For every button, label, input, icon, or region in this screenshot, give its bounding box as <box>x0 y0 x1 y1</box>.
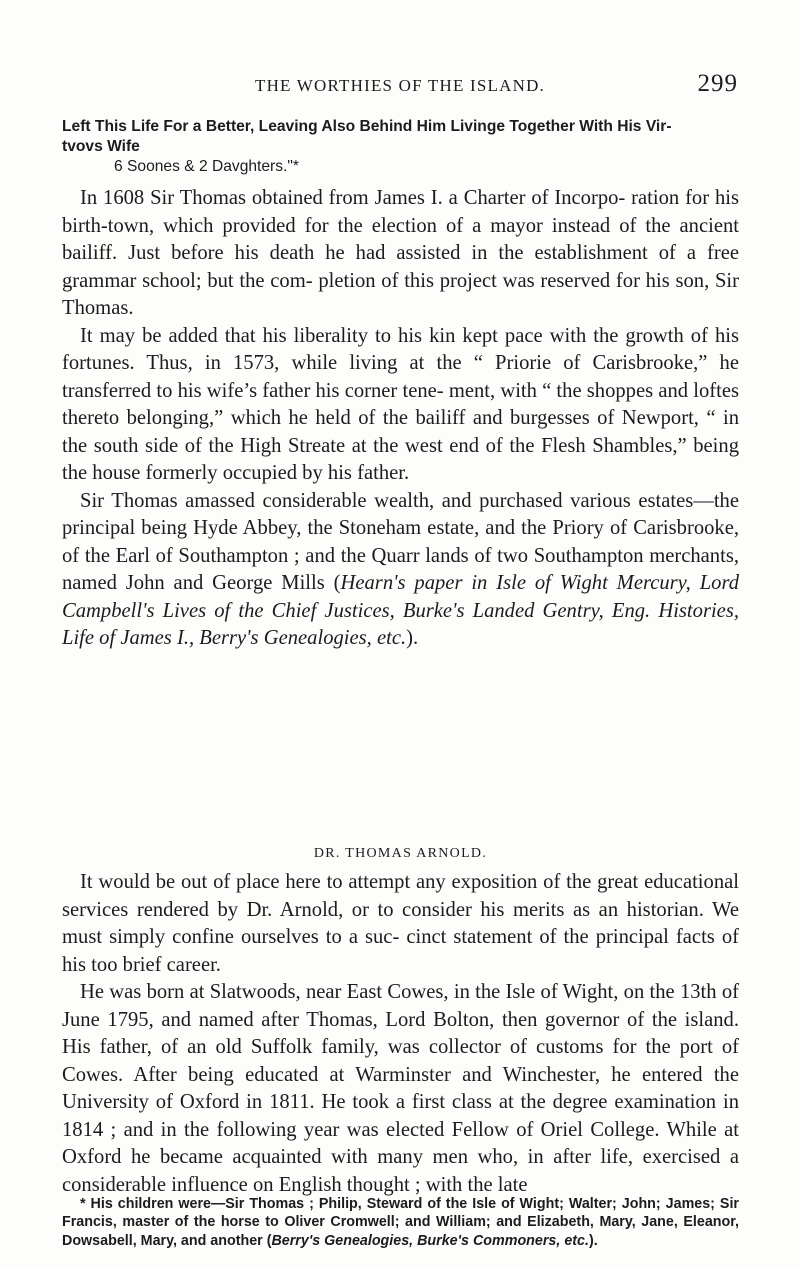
paragraph: He was born at Slatwoods, near East Cowes, in the Isle of Wight, on the 13th of June 1795, and named after Thomas, Lord Bolton, then governor of the island. His father, of an old Suffolk family, was collector of customs for the port of Cowes. After being educated at Warminster and Winchester, he entered the University of Oxford in 1811. He took a first class at the degree examination in 1814 ; and in the following year was elected Fellow of Oriel College. While at Oxford he became acquainted with many men who, in after life, exercised a considerable influence on English thought ; with the late <box>62 981 739 1196</box>
footnote <box>62 1195 739 1250</box>
epitaph-quote <box>62 117 742 177</box>
paragraph: It may be added that his liberality to his kin kept pace with the growth of his fortunes. Thus, in 1573, while living at the “ Priorie of Carisbrooke,” he transferred to his wife’s father his corner tene- ment, with “ the shoppes and loftes thereto belonging,” which he held of the bailiff and burgesses of Newport, “ in the south side of the High Streate at the west end of the Flesh Shambles,” being the house formerly occupied by his father. <box>62 324 739 484</box>
epitaph-line: tvovs Wife <box>62 138 140 155</box>
section-heading: DR. THOMAS ARNOLD. <box>313 846 488 861</box>
footnote-end: ). <box>588 1232 598 1249</box>
page-header <box>62 70 738 116</box>
epitaph-line: Left This Life For a Better, Leaving Also Behind Him Livinge Together With His Vir- <box>62 118 672 135</box>
paragraph-text: ). <box>406 627 419 649</box>
paragraph: In 1608 Sir Thomas obtained from James I. a Charter of Incorpo- ration for his birth-town, which provided for the election of a mayor instead of the ancient bailiff. Just before his death he had assisted in the establishment of a free grammar school; but the com- pletion of this project was reserved for his son, Sir Thomas. <box>62 187 739 319</box>
paragraph-text: Sir Thomas amassed considerable wealth, and purchased various estates—the principal being Hyde Abbey, the Stoneham estate, and the Priory of Carisbrooke, of the Earl of Southampton ; and the Quarr lands of two Southampton merchants, named John and George Mills ( <box>62 489 739 594</box>
paragraph <box>62 488 739 653</box>
page-number: 299 <box>697 70 738 97</box>
epitaph-line: 6 Soones & 2 Davghters."* <box>114 158 299 175</box>
paragraph: It would be out of place here to attempt any exposition of the great educational services rendered by Dr. Arnold, or to consider his merits as an historian. We must simply confine ourselves to a suc- cinct statement of the principal facts of his too brief career. <box>62 871 739 976</box>
section-text <box>62 869 739 1199</box>
main-text <box>62 185 739 653</box>
footnote-citation: Berry's Genealogies, Burke's Commoners, etc. <box>271 1232 589 1249</box>
footnote-main: * His children were—Sir Thomas ; Philip, Steward of the Isle of Wight; Walter; John; James; Sir Francis, master of the horse to Oliver Cromwell; and William; and Elizabeth, Mary, Jane, Eleanor, Dowsabell, Mary, and another ( <box>62 1196 739 1249</box>
running-title: THE WORTHIES OF THE ISLAND. <box>255 76 545 95</box>
citation-italic: Hearn's paper in Isle of Wight Mercury, Lord Campbell's Lives of the Chief Justices, Burke's Landed Gentry, Eng. Histories, Life of James I., Berry's Genealogies, etc. <box>62 572 739 649</box>
footnote-text <box>62 1195 739 1250</box>
